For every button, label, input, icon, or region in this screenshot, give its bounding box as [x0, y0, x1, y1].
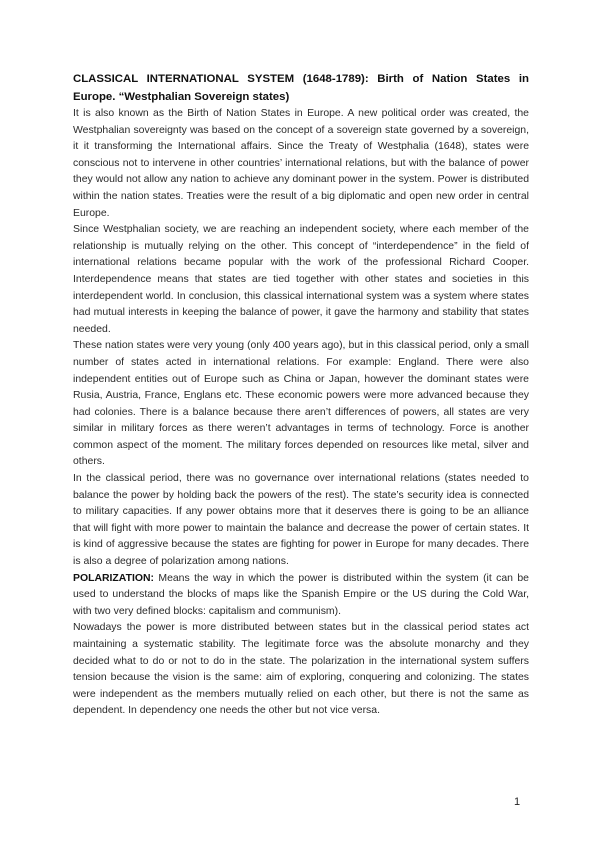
- paragraph-interdependence: Since Westphalian society, we are reaching an independent society, where each member of the relationship is mutually relying on the other. This concept of “interdependence” in the field of international relations became popular with the work of the professional Richard Cooper. Interdependence means that states are tied together with other states and societies in this interdependent world. In conclusion, this classical international system was a system where states had mutual interests in keeping the balance of power, it gave the harmony and stability that states needed.: [73, 224, 529, 335]
- paragraph-young-nation-states: These nation states were very young (only 400 years ago), but in this classical period, only a small number of states acted in international relations. For example: England. There were also independent entities out of Europe such as China or Japan, however the dominant states were Rusia, Austria, France, Englans etc. These economic powers were more advanced because they had colonies. There is a balance because there aren’t differences of powers, all states are very similar in military forces as there weren’t advantages in terms of technology. Force is another common aspect of the moment. The military forces depended on resources like metal, silver and others.: [73, 340, 529, 468]
- polarization-term: POLARIZATION:: [73, 572, 154, 584]
- polarization-definition: Means the way in which the power is distributed within the system (it can be used to understand the blocks of maps like the Spanish Empire or the US during the Cold War, with two very defined blocks: capitalism and communism).: [73, 572, 529, 617]
- paragraph-governance: In the classical period, there was no governance over international relations (states needed to balance the power by holding back the powers of the rest). The state’s security idea is connected to military capacities. If any power obtains more that it deserves there is going to be an alliance that will fight with more power to maintain the balance and decrease the power of certain states. It is kind of aggressive because the states are fighting for power in Europe for many decades. There is also a degree of polarization among nations.: [73, 473, 529, 568]
- document-page: [73, 71, 529, 720]
- section-heading: CLASSICAL INTERNATIONAL SYSTEM (1648-1789): Birth of Nation States in Europe. “Westphalian Sovereign states): [73, 73, 529, 103]
- paragraph-polarization: [73, 571, 529, 621]
- paragraph-birth-of-nation-states: It is also known as the Birth of Nation States in Europe. A new political order was created, the Westphalian sovereignty was based on the concept of a sovereign state governed by a sovereign, it it transforming the International affairs. Since the Treaty of Westphalia (1648), states were conscious not to intervene in other countries’ international relations, but with the balance of power they would not allow any nation to achieve any dominant power in the system. Power is distributed within the nation states. Treaties were the result of a big diplomatic and open new order in central Europe.: [73, 108, 529, 219]
- page-number: 1: [514, 796, 521, 808]
- paragraph-closing: Nowadays the power is more distributed between states but in the classical period states act maintaining a systematic stability. The legitimate force was the absolute monarchy and they decided what to do or not to do in the state. The polarization in the international system suffers tension because the vision is the same: aim of exploring, conquering and colonizing. The states were independent as the members mutually relied on each other, but there is not the same as dependent. In dependency one needs the other but not vice versa.: [73, 622, 529, 717]
